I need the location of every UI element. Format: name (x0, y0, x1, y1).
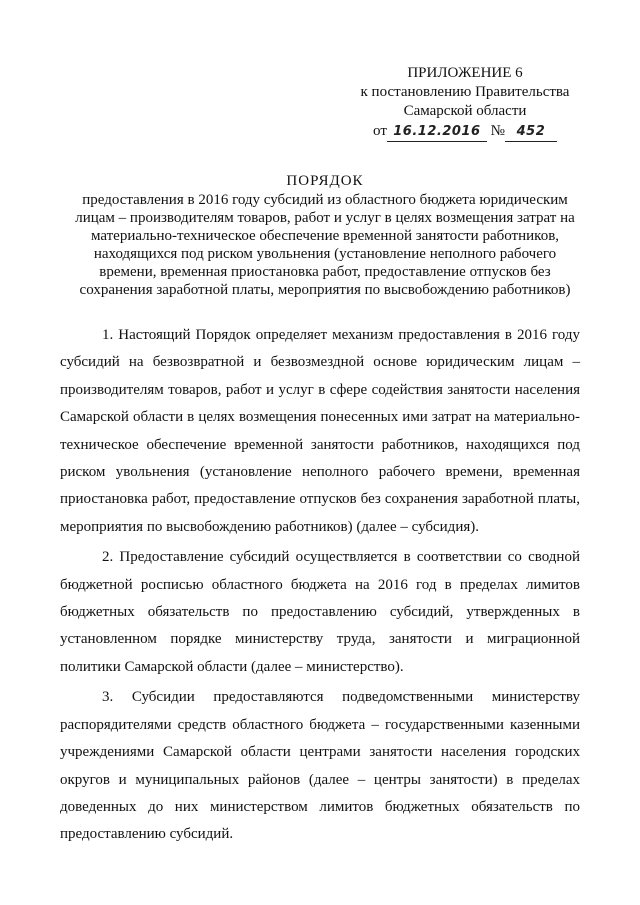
title-line: находящихся под риском увольнения (установление неполного рабочего (93, 246, 557, 262)
document-body (60, 322, 580, 849)
appendix-region: Самарской области (403, 103, 527, 119)
paragraph-2: 2. Предоставление субсидий осуществляется в соответствии со сводной бюджетной росписью областного бюджета на 2016 год в пределах лимитов бюджетных обязательств по предоставлению субсидий, утвержденных в установленном порядке министерству труда, занятости и миграционной политики Самарской области (далее – министерство). (60, 549, 580, 675)
title-heading: ПОРЯДОК (286, 173, 364, 189)
document-title (40, 172, 610, 299)
handwritten-number: 452 (516, 124, 546, 139)
title-line: предоставления в 2016 году субсидий из областного бюджета юридическим (82, 192, 568, 208)
handwritten-date: 16.12.2016 (393, 124, 481, 139)
number-blank (505, 122, 557, 142)
title-line: материально-техническое обеспечение временной занятости работников, (90, 228, 560, 244)
paragraph-1: 1. Настоящий Порядок определяет механизм предоставления в 2016 году субсидий на безвозвратной и безвозмездной основе юридическим лицам – производителям товаров, работ и услуг в сфере содействия занятости населения Самарской области в целях возмещения понесенных ими затрат на материально-техническое обеспечение временной занятости работников, находящихся под риском увольнения (установление неполного рабочего времени, временная приостановка работ, предоставление отпусков без сохранения заработной платы, мероприятия по высвобождению работников) (далее – субсидия). (60, 327, 580, 535)
title-line: лицам – производителям товаров, работ и услуг в целях возмещения затрат на (75, 210, 575, 226)
appendix-block (345, 64, 585, 142)
date-blank (387, 122, 487, 142)
date-prefix: от (373, 123, 387, 139)
appendix-title: ПРИЛОЖЕНИЕ 6 (407, 65, 523, 81)
number-prefix: № (490, 123, 505, 139)
appendix-date-line (345, 122, 585, 142)
title-line: сохранения заработной платы, мероприятия по высвобождению работников) (79, 282, 571, 298)
appendix-reference: к постановлению Правительства (360, 84, 570, 100)
paragraph-3: 3. Субсидии предоставляются подведомственными министерству распорядителями средств областного бюджета – государственными казенными учреждениями Самарской области центрами занятости населения городских округов и муниципальных районов (далее – центры занятости) в пределах доведенных до них министерством лимитов бюджетных обязательств по предоставлению субсидий. (60, 689, 580, 843)
title-line: времени, временная приостановка работ, предоставление отпусков без (99, 264, 551, 280)
